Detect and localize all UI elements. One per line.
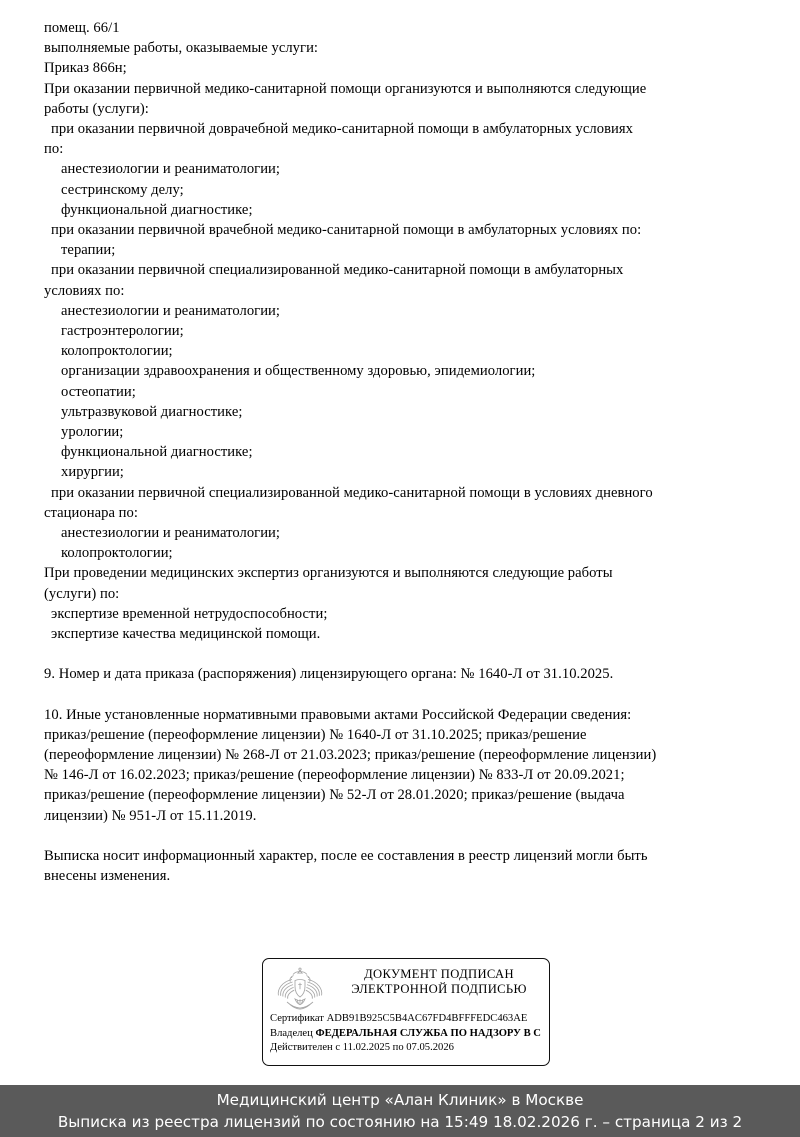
- service-line: При оказании первичной медико-санитарной помощи организуются и выполняются следующие: [44, 80, 647, 97]
- service-line: условиях по:: [44, 282, 125, 299]
- service-line: гастроэнтерологии;: [61, 323, 184, 340]
- service-line: ультразвуковой диагностике;: [61, 403, 243, 420]
- service-line: функциональной диагностике;: [61, 201, 253, 218]
- clause-9-block: [44, 664, 760, 684]
- clause-10-line-6: лицензии) № 951-Л от 15.11.2019.: [44, 807, 257, 824]
- service-line: при оказании первичной доврачебной медико-санитарной помощи в амбулаторных условиях: [51, 121, 634, 138]
- service-line: функциональной диагностике;: [61, 444, 253, 461]
- service-line: урологии;: [61, 424, 124, 441]
- service-line: анестезиологии и реаниматологии;: [61, 161, 281, 178]
- service-line: выполняемые работы, оказываемые услуги:: [44, 40, 319, 57]
- disclaimer-line-2: внесены изменения.: [44, 867, 171, 884]
- service-line: экспертизе качества медицинской помощи.: [51, 626, 321, 643]
- service-line: организации здравоохранения и общественному здоровью, эпидемиологии;: [61, 363, 536, 380]
- clause-10-line-2: приказ/решение (переоформление лицензии) № 1640-Л от 31.10.2025; приказ/решение: [44, 726, 587, 743]
- service-line: анестезиологии и реаниматологии;: [61, 302, 281, 319]
- stamp-heading-line-2: ЭЛЕКТРОННОЙ ПОДПИСЬЮ: [351, 982, 527, 997]
- service-line: хирургии;: [61, 464, 124, 481]
- service-line: при оказании первичной специализированной медико-санитарной помощи в амбулаторных: [51, 262, 624, 279]
- stamp-heading: [331, 967, 547, 998]
- service-line: помещ. 66/1: [44, 20, 120, 36]
- service-line: анестезиологии и реаниматологии;: [61, 525, 281, 542]
- stamp-owner-label: Владелец: [270, 1027, 313, 1039]
- stamp-owner-line: [270, 1027, 550, 1042]
- service-line: при оказании первичной специализированной медико-санитарной помощи в условиях дневного: [51, 484, 653, 501]
- service-line: по:: [44, 141, 64, 158]
- footer-organization: Медицинский центр «Алан Клиник» в Москве: [216, 1091, 584, 1109]
- clause-10-line-3: (переоформление лицензии) № 268-Л от 21.03.2023; приказ/решение (переоформление лицензии): [44, 746, 657, 763]
- clause-10-line-5: приказ/решение (переоформление лицензии) № 52-Л от 28.01.2020; приказ/решение (выдача: [44, 787, 625, 804]
- clause-10-block: [44, 705, 760, 826]
- service-line: экспертизе временной нетрудоспособности;: [51, 605, 328, 622]
- russian-coat-of-arms-icon: [273, 966, 327, 1014]
- clause-9-line: 9. Номер и дата приказа (распоряжения) лицензирующего органа: № 1640-Л от 31.10.2025.: [44, 666, 614, 683]
- stamp-details: [270, 1012, 550, 1056]
- page-footer-bar: [0, 1085, 800, 1137]
- clause-10-line-4: № 146-Л от 16.02.2023; приказ/решение (переоформление лицензии) № 833-Л от 20.09.2021;: [44, 767, 625, 784]
- service-line: сестринскому делу;: [61, 181, 184, 198]
- clause-10-line-1: 10. Иные установленные нормативными правовыми актами Российской Федерации сведения:: [44, 706, 632, 723]
- service-line: стационара по:: [44, 504, 138, 521]
- disclaimer-line-1: Выписка носит информационный характер, после ее составления в реестр лицензий могли быть: [44, 847, 648, 864]
- electronic-signature-stamp: [262, 958, 550, 1066]
- footer-status: Выписка из реестра лицензий по состоянию на 15:49 18.02.2026 г. – страница 2 из 2: [57, 1113, 743, 1131]
- stamp-heading-line-1: ДОКУМЕНТ ПОДПИСАН: [364, 967, 514, 981]
- service-line: терапии;: [61, 242, 116, 259]
- services-list: [44, 18, 760, 644]
- stamp-validity-line: Действителен с 11.02.2025 по 07.05.2026: [270, 1042, 454, 1054]
- service-line: при оказании первичной врачебной медико-санитарной помощи в амбулаторных условиях по:: [51, 222, 642, 239]
- service-line: (услуги) по:: [44, 585, 120, 602]
- stamp-certificate-line: [270, 1012, 550, 1027]
- stamp-certificate-label: Сертификат: [270, 1013, 324, 1024]
- stamp-owner-value: ФЕДЕРАЛЬНАЯ СЛУЖБА ПО НАДЗОРУ В С: [315, 1027, 541, 1039]
- disclaimer-block: [44, 846, 760, 886]
- service-line: колопроктологии;: [61, 545, 173, 562]
- service-line: остеопатии;: [61, 383, 136, 400]
- service-line: Приказ 866н;: [44, 60, 127, 77]
- service-line: колопроктологии;: [61, 343, 173, 360]
- stamp-certificate-value: ADB91B925C5B4AC67FD4BFFFEDC463AE: [326, 1013, 528, 1024]
- document-body-text: [44, 18, 760, 886]
- service-line: работы (услуги):: [44, 100, 149, 117]
- service-line: При проведении медицинских экспертиз организуются и выполняются следующие работы: [44, 565, 613, 582]
